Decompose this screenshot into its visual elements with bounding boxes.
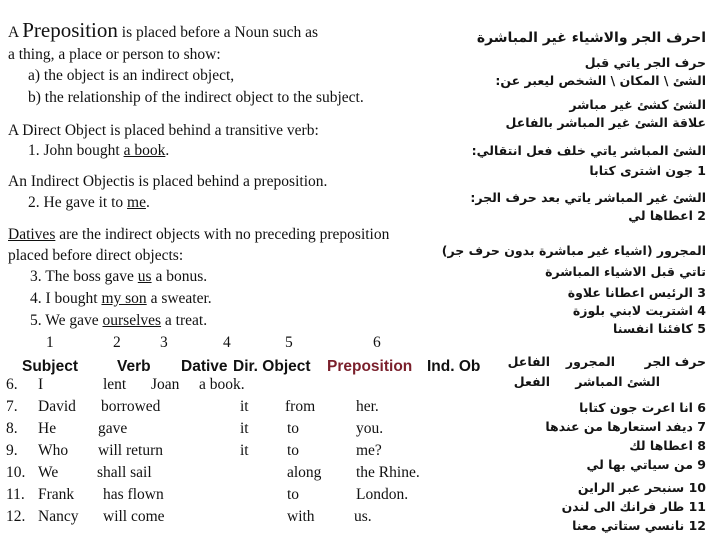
cell-dir-object: it [240, 398, 249, 415]
cell-ind-object: her. [356, 398, 379, 415]
row-number: 10. [6, 464, 26, 481]
header-subject: Subject [22, 358, 78, 375]
cell-verb: borrowed [101, 398, 161, 415]
ex4-u: my son [101, 290, 147, 307]
arabic-line: حرف الجر ياتي قبل [584, 55, 706, 70]
arabic-line: الشئ \ المكان \ الشخص ليعبر عن: [495, 73, 706, 88]
arabic-line: الشئ غير المباشر ياتي بعد حرف الجر: [470, 190, 706, 205]
direct-line-1: A Direct Object is placed behind a transitive verb: [8, 122, 319, 139]
ex3-a: 3. The boss gave [30, 268, 138, 285]
col-number: 3 [160, 334, 168, 351]
cell-subject: I [38, 376, 44, 393]
arabic-header: الشئ المباشر [575, 374, 660, 389]
col-number: 2 [113, 334, 121, 351]
cell-verb: gave [98, 420, 128, 437]
indirect-ex-underlined: me [127, 194, 146, 211]
arabic-line: 4 اشتريت لابني بلوزة [572, 303, 706, 318]
arabic-line: 1 جون اشترى كتابا [589, 163, 706, 178]
row-number: 7. [6, 398, 18, 415]
datives-line-1 [8, 226, 389, 244]
col-number: 4 [223, 334, 231, 351]
arabic-row: 10 سنبحر عبر الراين [577, 480, 706, 495]
ex3-b: a bonus. [151, 268, 208, 285]
datives-rest: are the indirect objects with no preceding preposition [55, 226, 390, 243]
cell-dir-object: a book. [199, 376, 245, 393]
cell-preposition: to [287, 442, 300, 459]
cell-subject: Who [38, 442, 69, 459]
arabic-line: علاقة الشئ غير المباشر بالفاعل [505, 115, 706, 130]
cell-ind-object: London. [356, 486, 409, 503]
cell-dir-object: it [240, 420, 249, 437]
col-number: 1 [46, 334, 54, 351]
cell-verb: will come [103, 508, 165, 525]
cell-subject: Nancy [38, 508, 79, 525]
row-number: 11. [6, 486, 25, 503]
cell-verb: has flown [103, 486, 164, 503]
ex5-b: a treat. [161, 312, 208, 329]
arabic-row: 9 من سياتي بها لي [586, 457, 706, 472]
ex5-a: 5. We gave [30, 312, 103, 329]
direct-ex-a: 1. John bought [28, 142, 124, 159]
col-number: 6 [373, 334, 381, 351]
arabic-title: احرف الجر والاشياء غير المباشرة [476, 30, 706, 46]
arabic-row: 8 اعطاها لك [629, 438, 706, 453]
cell-verb: lent [103, 376, 127, 393]
row-number: 9. [6, 442, 18, 459]
col-number: 5 [285, 334, 293, 351]
header-verb: Verb [117, 358, 151, 375]
cell-verb: will return [98, 442, 163, 459]
row-number: 6. [6, 376, 18, 393]
intro-line-1 [8, 18, 319, 42]
direct-ex-b: . [165, 142, 170, 159]
cell-dative: Joan [151, 376, 180, 393]
cell-ind-object: the Rhine. [356, 464, 420, 481]
dative-example-3 [30, 268, 207, 286]
cell-preposition: with [287, 508, 315, 525]
arabic-line: الشئ كشئ غير مباشر [569, 97, 706, 112]
cell-ind-object: us. [354, 508, 372, 525]
header-ind-object: Ind. Ob [427, 358, 481, 375]
indirect-ex-a: 2. He gave it to [28, 194, 128, 211]
indirect-line-1: An Indirect Objectis is placed behind a preposition. [8, 173, 328, 190]
header-preposition: Preposition [327, 358, 413, 375]
cell-preposition: to [287, 486, 300, 503]
intro-line-2: a thing, a place or person to show: [8, 46, 221, 63]
intro-rest: is placed before a Noun such as [117, 24, 319, 41]
cell-subject: Frank [38, 486, 75, 503]
cell-ind-object: you. [356, 420, 384, 437]
row-number: 8. [6, 420, 18, 437]
cell-subject: He [38, 420, 57, 437]
arabic-header: المجرور [565, 354, 615, 369]
arabic-row: 11 طار فرانك الى لندن [561, 499, 706, 514]
header-dative: Dative [181, 358, 228, 375]
arabic-header: الفاعل [507, 354, 550, 369]
arabic-row: 6 انا اعرت جون كتابا [579, 400, 706, 415]
dative-example-4 [30, 290, 212, 308]
cell-verb: shall sail [97, 464, 152, 481]
cell-preposition: from [285, 398, 316, 415]
indirect-example [28, 194, 150, 212]
arabic-line: 3 الرئيس اعطانا علاوة [567, 285, 706, 300]
arabic-line: المجرور (اشياء غير مباشرة بدون حرف جر) [441, 243, 706, 258]
preposition-word: Preposition [22, 18, 118, 42]
cell-subject: David [38, 398, 76, 415]
ex5-u: ourselves [102, 312, 162, 329]
direct-example [28, 142, 169, 160]
datives-line-2: placed before direct objects: [8, 247, 184, 264]
arabic-header: الفعل [513, 374, 550, 389]
arabic-line: 2 اعطاها لي [628, 208, 706, 223]
direct-ex-underlined: a book [123, 142, 166, 159]
dative-example-5 [30, 312, 207, 330]
intro-line-3: a) the object is an indirect object, [28, 67, 235, 84]
arabic-header: حرف الجر [644, 354, 706, 369]
cell-preposition: along [287, 464, 322, 481]
arabic-line: الشئ المباشر ياتي خلف فعل انتقالي: [471, 143, 706, 158]
ex4-a: 4. I bought [30, 290, 102, 307]
arabic-row: 7 ديفد استعارها من عندها [545, 419, 706, 434]
arabic-line: 5 كافئنا انفسنا [613, 321, 706, 336]
cell-ind-object: me? [356, 442, 382, 459]
datives-word: Datives [8, 226, 56, 243]
header-dir-object: Dir. Object [233, 358, 311, 375]
arabic-row: 12 نانسي ستاتي معنا [572, 518, 706, 533]
indirect-ex-b: . [145, 194, 150, 211]
row-number: 12. [6, 508, 26, 525]
intro-a: A [8, 24, 23, 41]
arabic-line: تاتي قبل الاشياء المباشرة [545, 264, 706, 279]
intro-line-4: b) the relationship of the indirect object to the subject. [28, 89, 364, 106]
cell-preposition: to [287, 420, 300, 437]
ex4-b: a sweater. [146, 290, 212, 307]
ex3-u: us [137, 268, 152, 285]
cell-subject: We [38, 464, 59, 481]
cell-dir-object: it [240, 442, 249, 459]
